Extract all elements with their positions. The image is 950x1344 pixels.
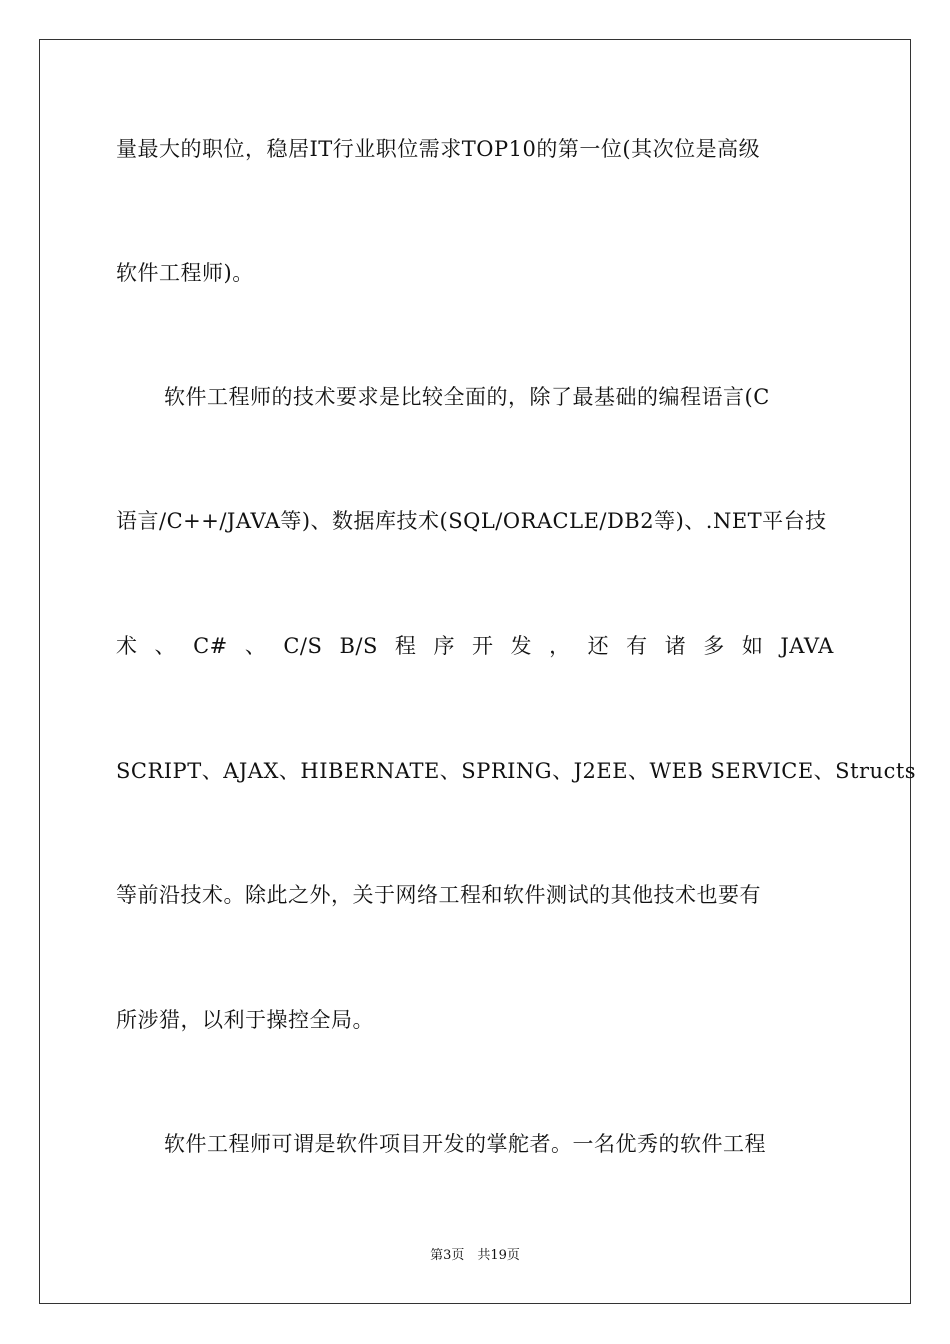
page-number-footer: 第3页 共19页 [430, 1248, 520, 1263]
token: ， [549, 634, 571, 658]
token: C/S [283, 634, 323, 658]
token: 开 [471, 634, 494, 658]
token: 诸 [664, 634, 687, 658]
token: 发 [510, 634, 533, 658]
text-line-4: 语言/C++/JAVA等)、数据库技术(SQL/ORACLE/DB2等)、.NET平台技 [116, 509, 827, 533]
paragraph-start-line: 软件工程师可谓是软件项目开发的掌舵者。一名优秀的软件工程 [164, 1132, 766, 1156]
token: C# [193, 634, 228, 658]
token: 序 [433, 634, 455, 658]
token: 多 [703, 634, 725, 658]
text-line-8: 所涉猎，以利于操控全局。 [116, 1008, 374, 1032]
token: 还 [587, 634, 610, 658]
justified-text-line [116, 631, 834, 661]
token: JAVA [780, 634, 834, 658]
token: 、 [244, 634, 267, 658]
token: 术 [116, 634, 138, 658]
text-line-1: 量最大的职位，稳居IT行业职位需求TOP10的第一位(其次位是高级 [116, 137, 761, 161]
text-line-6: SCRIPT、AJAX、HIBERNATE、SPRING、J2EE、WEB SERVICE、Structs [116, 759, 917, 783]
page-border [39, 39, 917, 1304]
token: B/S [339, 634, 378, 658]
token: 如 [741, 634, 764, 658]
token: 程 [394, 634, 417, 658]
token: 有 [626, 634, 648, 658]
text-line-7: 等前沿技术。除此之外，关于网络工程和软件测试的其他技术也要有 [116, 883, 761, 907]
text-line-2: 软件工程师)。 [116, 261, 254, 285]
paragraph-start-line: 软件工程师的技术要求是比较全面的，除了最基础的编程语言(C [164, 385, 770, 409]
token: 、 [154, 634, 177, 658]
